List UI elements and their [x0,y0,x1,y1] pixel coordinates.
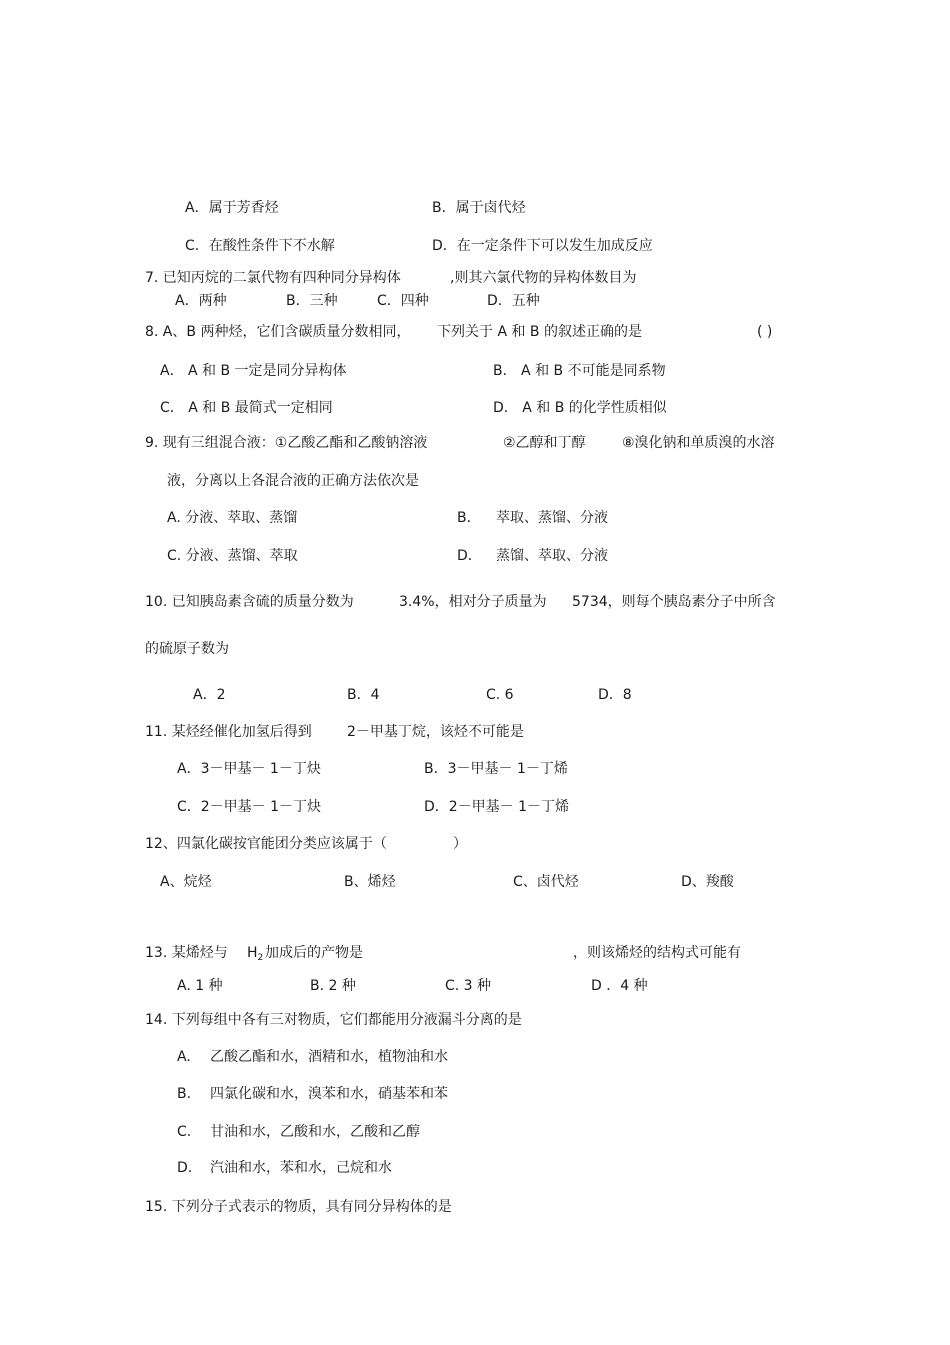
q7-stem-part2: ,则其六氯代物的异构体数目为 [450,270,637,286]
q13-stem-part3: ，则该烯烃的结构式可能有 [573,945,741,961]
q12-option-d: D、羧酸 [681,874,734,890]
q13-option-c: C. 3 种 [445,978,492,994]
q11-option-b: B．3－甲基－ 1－丁烯 [424,761,568,777]
q11-stem-part1: 11. 某烃经催化加氢后得到 [145,724,312,740]
q8-option-b: B． A 和 B 不可能是同系物 [493,363,666,379]
q14-option-c-label: C. [177,1124,192,1140]
q13-option-d: D ．4 种 [591,978,648,994]
q8-stem-part2: 下列关于 A 和 B 的叙述正确的是 [437,324,642,340]
q11-option-c: C．2－甲基－ 1－丁炔 [177,799,322,815]
q10-option-b: B．4 [347,687,380,703]
q13-h-symbol: H [247,945,258,961]
q10-option-a: A．2 [193,687,226,703]
q6-option-b: B．属于卤代烃 [432,200,526,216]
q13-option-b: B. 2 种 [310,978,356,994]
q12-option-c: C、卤代烃 [513,874,579,890]
q7-option-c: C．四种 [377,293,429,309]
q9-option-b-label: B． [457,510,481,526]
q10-stem-part2: 3.4%，相对分子质量为 [399,594,547,610]
q6-option-d: D．在一定条件下可以发生加成反应 [432,238,653,254]
q11-option-a: A．3－甲基－ 1－丁炔 [177,761,321,777]
q10-stem-part3: 5734，则每个胰岛素分子中所含 [572,594,776,610]
q9-option-b: 萃取、蒸馏、分液 [496,510,608,526]
q14-option-a-label: A. [177,1049,191,1065]
q13-h2-formula [247,944,263,967]
q8-answer-paren: ( ) [757,324,773,340]
q14-option-d-label: D. [177,1160,193,1176]
q10-stem-part4: 的硫原子数为 [145,641,229,657]
q10-option-c: C. 6 [486,687,514,703]
q12-option-a: A、烷烃 [160,874,212,890]
q9-stem-part3: ⑧溴化钠和单质溴的水溶 [622,435,775,451]
q14-option-b: 四氯化碳和水，溴苯和水，硝基苯和苯 [210,1086,448,1102]
q11-stem-part2: 2－甲基丁烷，该烃不可能是 [347,724,524,740]
q9-option-c: C. 分液、蒸馏、萃取 [167,548,298,564]
q9-option-d-label: D． [457,548,482,564]
q9-stem-part4: 液，分离以上各混合液的正确方法依次是 [167,473,419,489]
q12-answer-paren-close: ） [453,836,467,852]
q9-stem-part2: ②乙醇和丁醇 [503,435,586,451]
q8-option-c: C． A 和 B 最简式一定相同 [160,400,333,416]
q12-stem: 12、四氯化碳按官能团分类应该属于（ [145,836,387,852]
q14-option-c: 甘油和水，乙酸和水，乙酸和乙醇 [210,1124,420,1140]
q8-stem-part1: 8. A、B 两种烃，它们含碳质量分数相同， [145,324,411,340]
q11-option-d: D．2－甲基－ 1－丁烯 [424,799,570,815]
q6-option-c: C．在酸性条件下不水解 [185,238,335,254]
q8-option-d: D． A 和 B 的化学性质相似 [493,400,667,416]
q9-stem-part1: 9. 现有三组混合液：①乙酸乙酯和乙酸钠溶液 [145,435,428,451]
q13-stem-part2: 加成后的产物是 [265,945,363,961]
q14-option-b-label: B. [177,1086,192,1102]
q7-option-a: A．两种 [175,293,227,309]
q7-option-b: B．三种 [286,293,338,309]
q6-option-a: A．属于芳香烃 [185,200,279,216]
q13-h-subscript: 2 [257,953,264,963]
q13-option-a: A. 1 种 [177,978,223,994]
q8-option-a: A． A 和 B 一定是同分异构体 [160,363,347,379]
q10-option-d: D．8 [598,687,632,703]
q10-stem-part1: 10. 已知胰岛素含硫的质量分数为 [145,594,354,610]
q15-stem: 15. 下列分子式表示的物质，具有同分异构体的是 [145,1199,452,1215]
q13-stem-part1: 13. 某烯烃与 [145,945,228,961]
q14-option-d: 汽油和水，苯和水，己烷和水 [210,1160,392,1176]
q14-stem: 14. 下列每组中各有三对物质，它们都能用分液漏斗分离的是 [145,1012,522,1028]
q14-option-a: 乙酸乙酯和水，酒精和水，植物油和水 [210,1049,448,1065]
q9-option-d: 蒸馏、萃取、分液 [496,548,608,564]
q7-option-d: D．五种 [487,293,540,309]
q7-stem-part1: 7. 已知丙烷的二氯代物有四种同分异构体 [145,270,401,286]
q12-option-b: B、烯烃 [344,874,396,890]
q9-option-a: A. 分液、萃取、蒸馏 [167,510,298,526]
